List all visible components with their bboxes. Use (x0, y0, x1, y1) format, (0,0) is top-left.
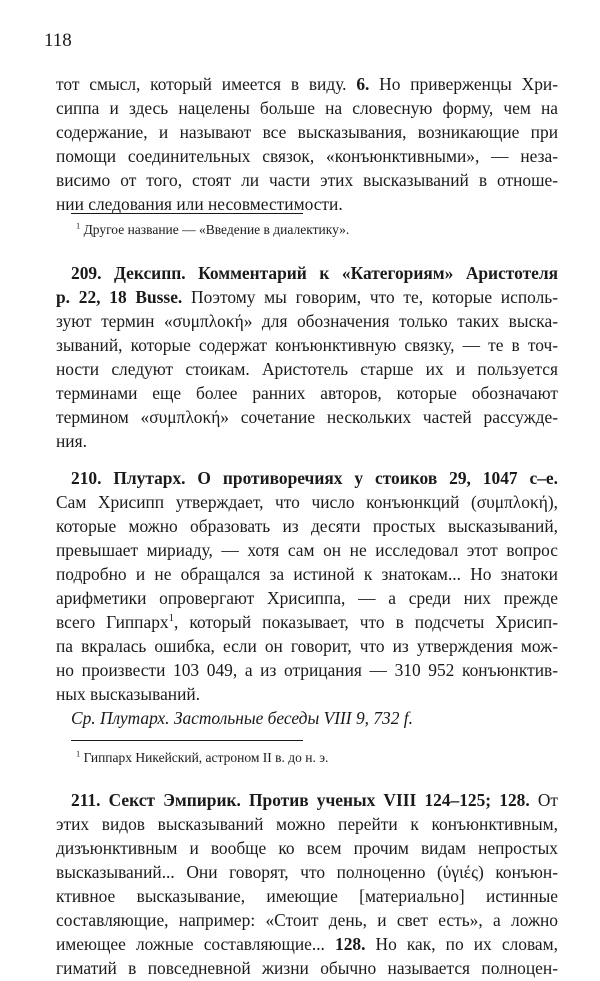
intro-line-5: висимо от того, стоят ли части этих высказываний в отноше- (56, 170, 558, 190)
fragment-210-heading: 210. Плутарх. О противоречиях у стоиков 29, 1047 c–e. (71, 468, 558, 488)
footnote-rule-1 (71, 213, 303, 214)
fragment-211-line-2: дизъюнктивным и вообще ко всем прочим видам непростых (56, 838, 558, 858)
fragment-210-line-6: всего Гиппарх$^1$, который показывает, что в подсчеты Хрисип- (56, 612, 558, 632)
fragment-210-line-7: па вкралась ошибка, если он говорит, что из утверждения мож- (56, 636, 558, 656)
intro-line-6: нии следования или несовместимости. (56, 194, 343, 214)
fragment-209-line-2: зуют термин «συμπλοκή» для обозначения только таких выска- (56, 311, 558, 331)
fragment-210-line-3: превышает мириаду, — хотя сам он не исследовал этот вопрос (56, 540, 558, 560)
intro-line-2: сиппа и здесь нацелены больше на словесную форму, чем на (56, 98, 558, 118)
fragment-210-crossref: Ср. Плутарх. Застольные беседы VIII 9, 732 f. (71, 708, 413, 728)
intro-line-3: содержание, и называют все высказывания, возникающие при (56, 122, 558, 142)
fragment-211-line-3: высказываний... Они говорят, что полноценно (ὑγιές) конъюн- (56, 862, 558, 882)
fragment-209-line-5: терминами еще более ранних авторов, которые обозначают (56, 383, 558, 403)
fragment-209-line-1: p. 22, 18 Busse. Поэтому мы говорим, что те, которые исполь- (56, 287, 558, 307)
fragment-209-line-3: зываний, которые содержат конъюнктивную связку, — те в точ- (56, 335, 558, 355)
fragment-211-line-5: составляющие, например: «Стоит день, и свет есть», а ложно (56, 910, 558, 930)
intro-line-1: тот смысл, который имеется в виду. 6. Но приверженцы Хри- (56, 74, 558, 94)
fragment-211-line-1: этих видов высказываний можно перейти к конъюнктивным, (56, 814, 558, 834)
fragment-209-line-4: ности следуют стоикам. Аристотель старше их и пользуется (56, 359, 558, 379)
fragment-211-line-6: имеющее ложные составляющие... 128. Но как, по их словам, (56, 934, 558, 954)
fragment-211-line-4: ктивное высказывание, имеющие [материально] истинные (56, 886, 558, 906)
fragment-210-line-5: арифметики опровергают Хрисиппа, — а среди них прежде (56, 588, 558, 608)
fragment-209-line-7: ния. (56, 431, 87, 451)
fragment-209-heading: 209. Дексипп. Комментарий к «Категориям» Аристотеля (71, 263, 558, 283)
footnote-rule-2 (71, 740, 303, 741)
footnote-marker: 1 (168, 612, 174, 625)
fragment-210-line-8: но произвести 103 049, а из отрицания — 310 952 конъюнктив- (56, 660, 558, 680)
fragment-210-line-4: подробно и не обращался за истиной к знатокам... Но знатоки (56, 564, 558, 584)
intro-line-4: помощи соединительных связок, «конъюнктивными», — неза- (56, 146, 558, 166)
page-number: 118 (44, 30, 72, 51)
footnote-1: $^1$ Другое название — «Введение в диалектику». (76, 221, 350, 237)
fragment-211-heading: 211. Секст Эмпирик. Против ученых VIII 124–125; 128. От (71, 790, 558, 810)
fragment-210-line-9: ных высказываний. (56, 684, 201, 704)
fragment-210-line-1: Сам Хрисипп утверждает, что число конъюнкций (συμπλοκή), (56, 492, 558, 512)
fragment-210-line-2: которые можно образовать из десяти простых высказываний, (56, 516, 558, 536)
fragment-211-line-7: гиматий в повседневной жизни обычно называется полноцен- (56, 958, 558, 978)
footnote-2: $^1$ Гиппарх Никейский, астроном II в. до н. э. (76, 749, 329, 765)
fragment-209-line-6: термином «συμπλοκή» сочетание нескольких частей рассужде- (56, 407, 558, 427)
